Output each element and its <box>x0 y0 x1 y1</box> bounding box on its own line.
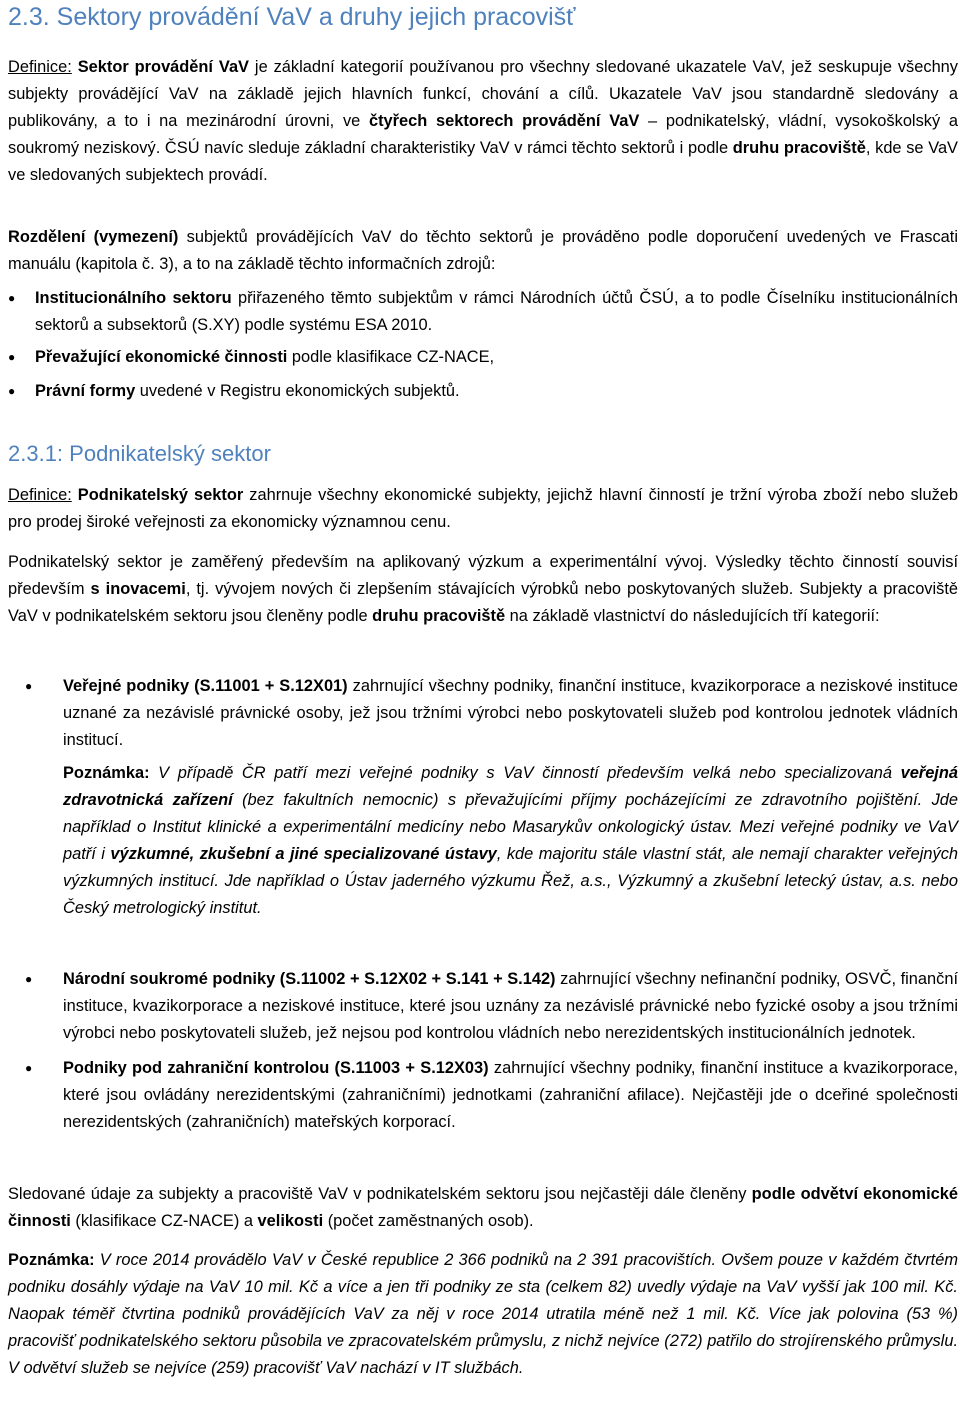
list-item: ● Podniky pod zahraniční kontrolou (S.11003 + S.12X03) zahrnující všechny podniky, finanční instituce a kvazikorporace, které jsou ovládány nerezidentskými (zahraničními) jednotkami (zahraniční afilace). Nejčastěji jde o dceřiné společnosti nerezidentských (zahraničních) mateřských korporací. <box>8 1055 958 1136</box>
bullet-icon: ● <box>25 972 33 986</box>
bullet-icon: ● <box>25 679 33 693</box>
list-item: ● Národní soukromé podniky (S.11002 + S.12X02 + S.141 + S.142) zahrnující všechny nefinanční podniky, OSVČ, finanční instituce, kvazikorporace a neziskové instituce, které jsou uznány za nezávislé právnické nebo fyzické osoby a jsou tržními výrobci nebo poskytovateli služeb, jež nejsou pod kontrolou vládních nebo nerezidentských institucionálních jednotek. <box>8 966 958 1047</box>
definition-label: Definice: <box>8 58 72 76</box>
category-list <box>8 673 958 754</box>
bullet-icon: ● <box>8 291 16 305</box>
list-item: ● Institucionálního sektoru přiřazeného těmto subjektům v rámci Národních účtů ČSÚ, a to podle Číselníku institucionálních sektorů a subsektorů (S.XY) podle systému ESA 2010. <box>8 285 958 339</box>
division-paragraph: Rozdělení (vymezení) subjektů provádějících VaV do těchto sektorů je prováděno podle doporučení uvedených ve Frascati manuálu (kapitola č. 3), a to na základě těchto informačních zdrojů: <box>8 228 958 273</box>
tracking-paragraph: Sledované údaje za subjekty a pracoviště VaV v podnikatelském sektoru jsou nejčastěji dále členěny podle odvětví ekonomické činnosti (klasifikace CZ-NACE) a velikosti (počet zaměstnaných osob). <box>8 1185 958 1230</box>
list-item: ● Právní formy uvedené v Registru ekonomických subjektů. <box>8 378 958 405</box>
section-heading: 2.3. Sektory provádění VaV a druhy jejich pracovišť <box>8 3 576 31</box>
bullet-icon: ● <box>8 350 16 364</box>
note-label: Poznámka: <box>8 1251 95 1269</box>
bullet-icon: ● <box>8 384 16 398</box>
category-list-2 <box>8 966 958 1136</box>
definition-term: Sektor provádění VaV <box>77 58 249 76</box>
focus-paragraph: Podnikatelský sektor je zaměřený především na aplikovaný výzkum a experimentální vývoj. Výsledky těchto činností souvisí především s inovacemi, tj. vývojem nových či zlepšením stávajících výrobků nebo poskytovaných služeb. Subjekty a pracoviště VaV v podnikatelském sektoru jsou členěny podle druhu pracoviště na základě vlastnictví do následujících tří kategorií: <box>8 553 959 625</box>
note-label: Poznámka: <box>63 764 150 782</box>
definition-label: Definice: <box>8 486 72 504</box>
source-list <box>8 285 958 405</box>
bullet-icon: ● <box>25 1061 33 1075</box>
definition-paragraph: Definice: Podnikatelský sektor zahrnuje všechny ekonomické subjekty, jejichž hlavní činností je tržní výroba zboží nebo služeb pro prodej široké veřejnosti za ekonomicky významnou cenu. <box>8 486 958 531</box>
definition-term: Podnikatelský sektor <box>77 486 244 504</box>
list-item: ● Veřejné podniky (S.11001 + S.12X01) zahrnující všechny podniky, finanční instituce, kvazikorporace a neziskové instituce uznané za nezávislé právnické osoby, jež jsou tržními výrobci nebo poskytovateli služeb pod kontrolou jednotek vládních institucí. <box>8 673 958 754</box>
list-item: ● Převažující ekonomické činnosti podle klasifikace CZ-NACE, <box>8 344 958 371</box>
intro-paragraph: Definice: Sektor provádění VaV je základní kategorií používanou pro všechny sledované ukazatele VaV, jež seskupuje všechny subjekty provádějící VaV na základě jejich hlavních funkcí, chování a cílů. Ukazatele VaV jsou standardně sledovány a publikovány, a to i na mezinárodní úrovni, ve čtyřech sektorech provádění VaV – podnikatelský, vládní, vysokoškolský a soukromý neziskový. ČSÚ navíc sleduje základní charakteristiky VaV v rámci těchto sektorů i podle druhu pracoviště, kde se VaV ve sledovaných subjektech provádí. <box>8 58 958 184</box>
note-paragraph: Poznámka: V případě ČR patří mezi veřejné podniky s VaV činností především velká nebo specializovaná veřejná zdravotnická zařízení (bez fakultních nemocnic) s převažujícími příjmy pocházejícími ze zdravotního pojištění. Jde například o Institut klinické a experimentální medicíny nebo Masarykův onkologický ústav. Mezi veřejné podniky ve VaV patří i výzkumné, zkušební a jiné specializované ústavy, kde majoritu stále vlastní stát, ale nemají charakter veřejných výzkumných institucí. Jde například o Ústav jaderného výzkumu Řež, a.s., Výzkumný a zkušební letecký ústav, a.s. nebo Český metrologický institut. <box>63 764 959 917</box>
note-paragraph-2: Poznámka: V roce 2014 provádělo VaV v České republice 2 366 podniků na 2 391 pracovištích. Ovšem pouze v každém čtvrtém podniku dosáhly výdaje na VaV 10 mil. Kč a více a jen tři podniky ze sta (celkem 82) uvedly výdaje na VaV vyšší jak 100 mil. Kč. Naopak téměř čtvrtina podniků provádějících VaV za něj v roce 2014 utratila méně než 1 mil. Kč. Více jak polovina (53 %) pracovišť podnikatelského sektoru působila ve zpracovatelském průmyslu, z nichž nejvíce (272) patřilo do strojírenského průmyslu. V odvětví služeb se nejvíce (259) pracovišť VaV nachází v IT službách. <box>8 1251 958 1377</box>
subsection-heading: 2.3.1: Podnikatelský sektor <box>8 441 271 466</box>
